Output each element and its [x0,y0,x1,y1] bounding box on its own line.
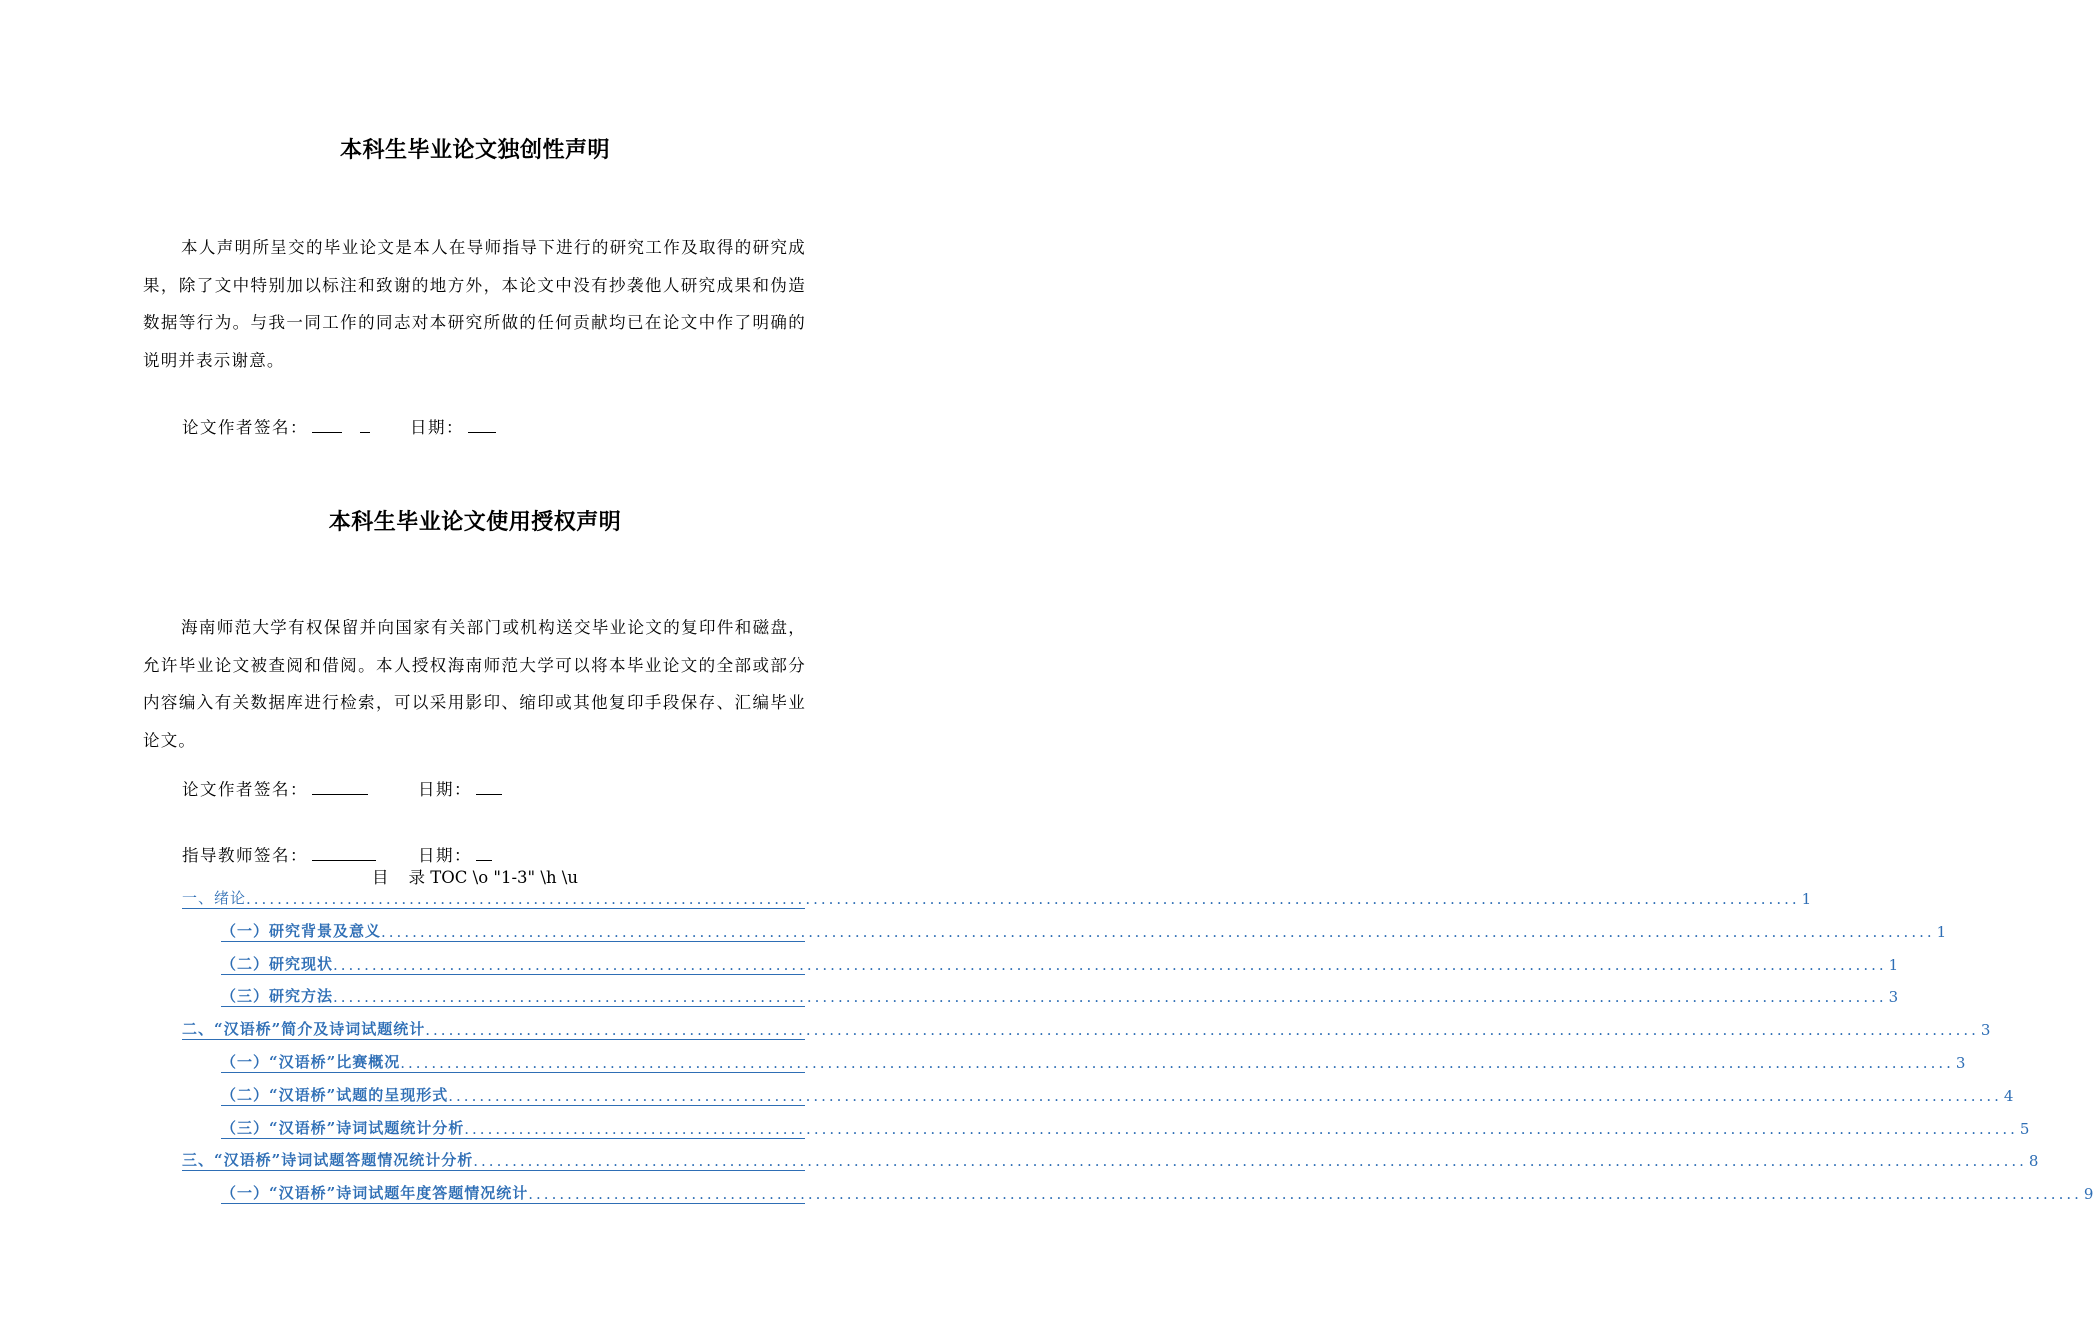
toc-leader-dots: ........................................................................................................................................................................................................ [528,1185,2082,1204]
toc-leader-dots: ........................................................................................................................................................................................................ [425,1021,1979,1040]
toc-heading-part-b: 录 TOC \o "1-3" \h \u [408,868,578,887]
advisor-signature-blank [312,846,376,861]
toc-entry-label: （三）“汉语桥”诗词试题统计分析 [221,1118,465,1137]
toc-entry-label: 二、“汉语桥”简介及诗词试题统计 [182,1020,426,1039]
toc-entry-page: 1 [1801,890,1812,908]
toc-entry-label: （二）“汉语桥”试题的呈现形式 [221,1085,449,1104]
authorization-declaration-body: 海南师范大学有权保留并向国家有关部门或机构送交毕业论文的复印件和磁盘，允许毕业论文被查阅和借阅。本人授权海南师范大学可以将本毕业论文的全部或部分内容编入有关数据库进行检索，可以采用影印、缩印或其他复印手段保存、汇编毕业论文。 [143,618,806,750]
toc-entry-page: 3 [1888,988,1899,1007]
toc-entry[interactable] [182,884,1812,909]
date-label: 日期： [410,418,464,437]
toc-entry-page: 3 [1955,1054,1966,1072]
toc-entry[interactable] [221,1114,2030,1139]
toc-entry-label: 三、“汉语桥”诗词试题答题情况统计分析 [182,1151,474,1170]
toc-entry-label: （一）研究背景及意义 [221,921,382,940]
date-blank [476,846,492,861]
toc-leader-dots: ........................................................................................................................................................................................................ [333,955,1887,974]
toc-entry-page: 3 [1980,1021,1991,1040]
date-blank [476,780,502,795]
advisor-signature-line [182,842,492,866]
originality-declaration-body: 本人声明所呈交的毕业论文是本人在导师指导下进行的研究工作及取得的研究成果，除了文中特别加以标注和致谢的地方外，本论文中没有抄袭他人研究成果和伪造数据等行为。与我一同工作的同志对本研究所做的任何贡献均已在论文中作了明确的说明并表示谢意。 [143,238,806,370]
toc-entry[interactable] [221,982,1899,1007]
toc-leader-dots: ........................................................................................................................................................................................................ [333,988,1887,1007]
toc-entry-page: 5 [2019,1119,2030,1138]
toc-entry-label: （一）“汉语桥”诗词试题年度答题情况统计 [221,1184,529,1203]
toc-entry-label: （一）“汉语桥”比赛概况 [221,1053,401,1071]
date-label: 日期： [418,846,472,865]
author-signature-label: 论文作者签名： [182,418,308,437]
toc-entry[interactable] [221,1081,2014,1106]
originality-declaration-title: 本科生毕业论文独创性声明 [339,138,610,163]
toc-entry-page: 9 [2083,1185,2093,1204]
toc-leader-dots: ........................................................................................................................................................................................................ [246,890,1800,908]
toc-entry[interactable] [221,950,1899,975]
author-signature-blank [312,780,368,795]
author-signature-blank [312,418,342,433]
authorization-author-signature-line [182,776,502,800]
author-signature-blank-2 [360,418,370,433]
toc-entry[interactable] [221,1179,2093,1204]
toc-leader-dots: ........................................................................................................................................................................................................ [464,1119,2018,1138]
toc-entry-page: 1 [1936,922,1947,941]
toc-entry-label: 一、绪论 [182,889,247,907]
toc-leader-dots: ........................................................................................................................................................................................................ [381,922,1935,941]
toc-entry-label: （三）研究方法 [221,987,334,1006]
advisor-signature-label: 指导教师签名： [182,846,308,865]
toc-entry-label: （二）研究现状 [221,954,334,973]
toc-entry[interactable] [182,1146,2039,1171]
toc-heading-part-a: 目 [372,868,389,887]
toc-entry-page: 8 [2028,1152,2039,1171]
toc-entry[interactable] [221,1048,1966,1073]
toc-leader-dots: ........................................................................................................................................................................................................ [448,1086,2002,1105]
toc-entry[interactable] [182,1015,1991,1040]
originality-signature-line [182,414,496,438]
date-label: 日期： [418,780,472,799]
author-signature-label: 论文作者签名： [182,780,308,799]
toc-leader-dots: ........................................................................................................................................................................................................ [473,1152,2027,1171]
toc-entry-page: 4 [2003,1086,2014,1105]
authorization-declaration-title: 本科生毕业论文使用授权声明 [328,510,622,535]
toc-leader-dots: ........................................................................................................................................................................................................ [400,1054,1954,1072]
date-blank [468,418,496,433]
toc-entry-page: 1 [1888,955,1899,974]
toc-entry[interactable] [221,917,1947,942]
